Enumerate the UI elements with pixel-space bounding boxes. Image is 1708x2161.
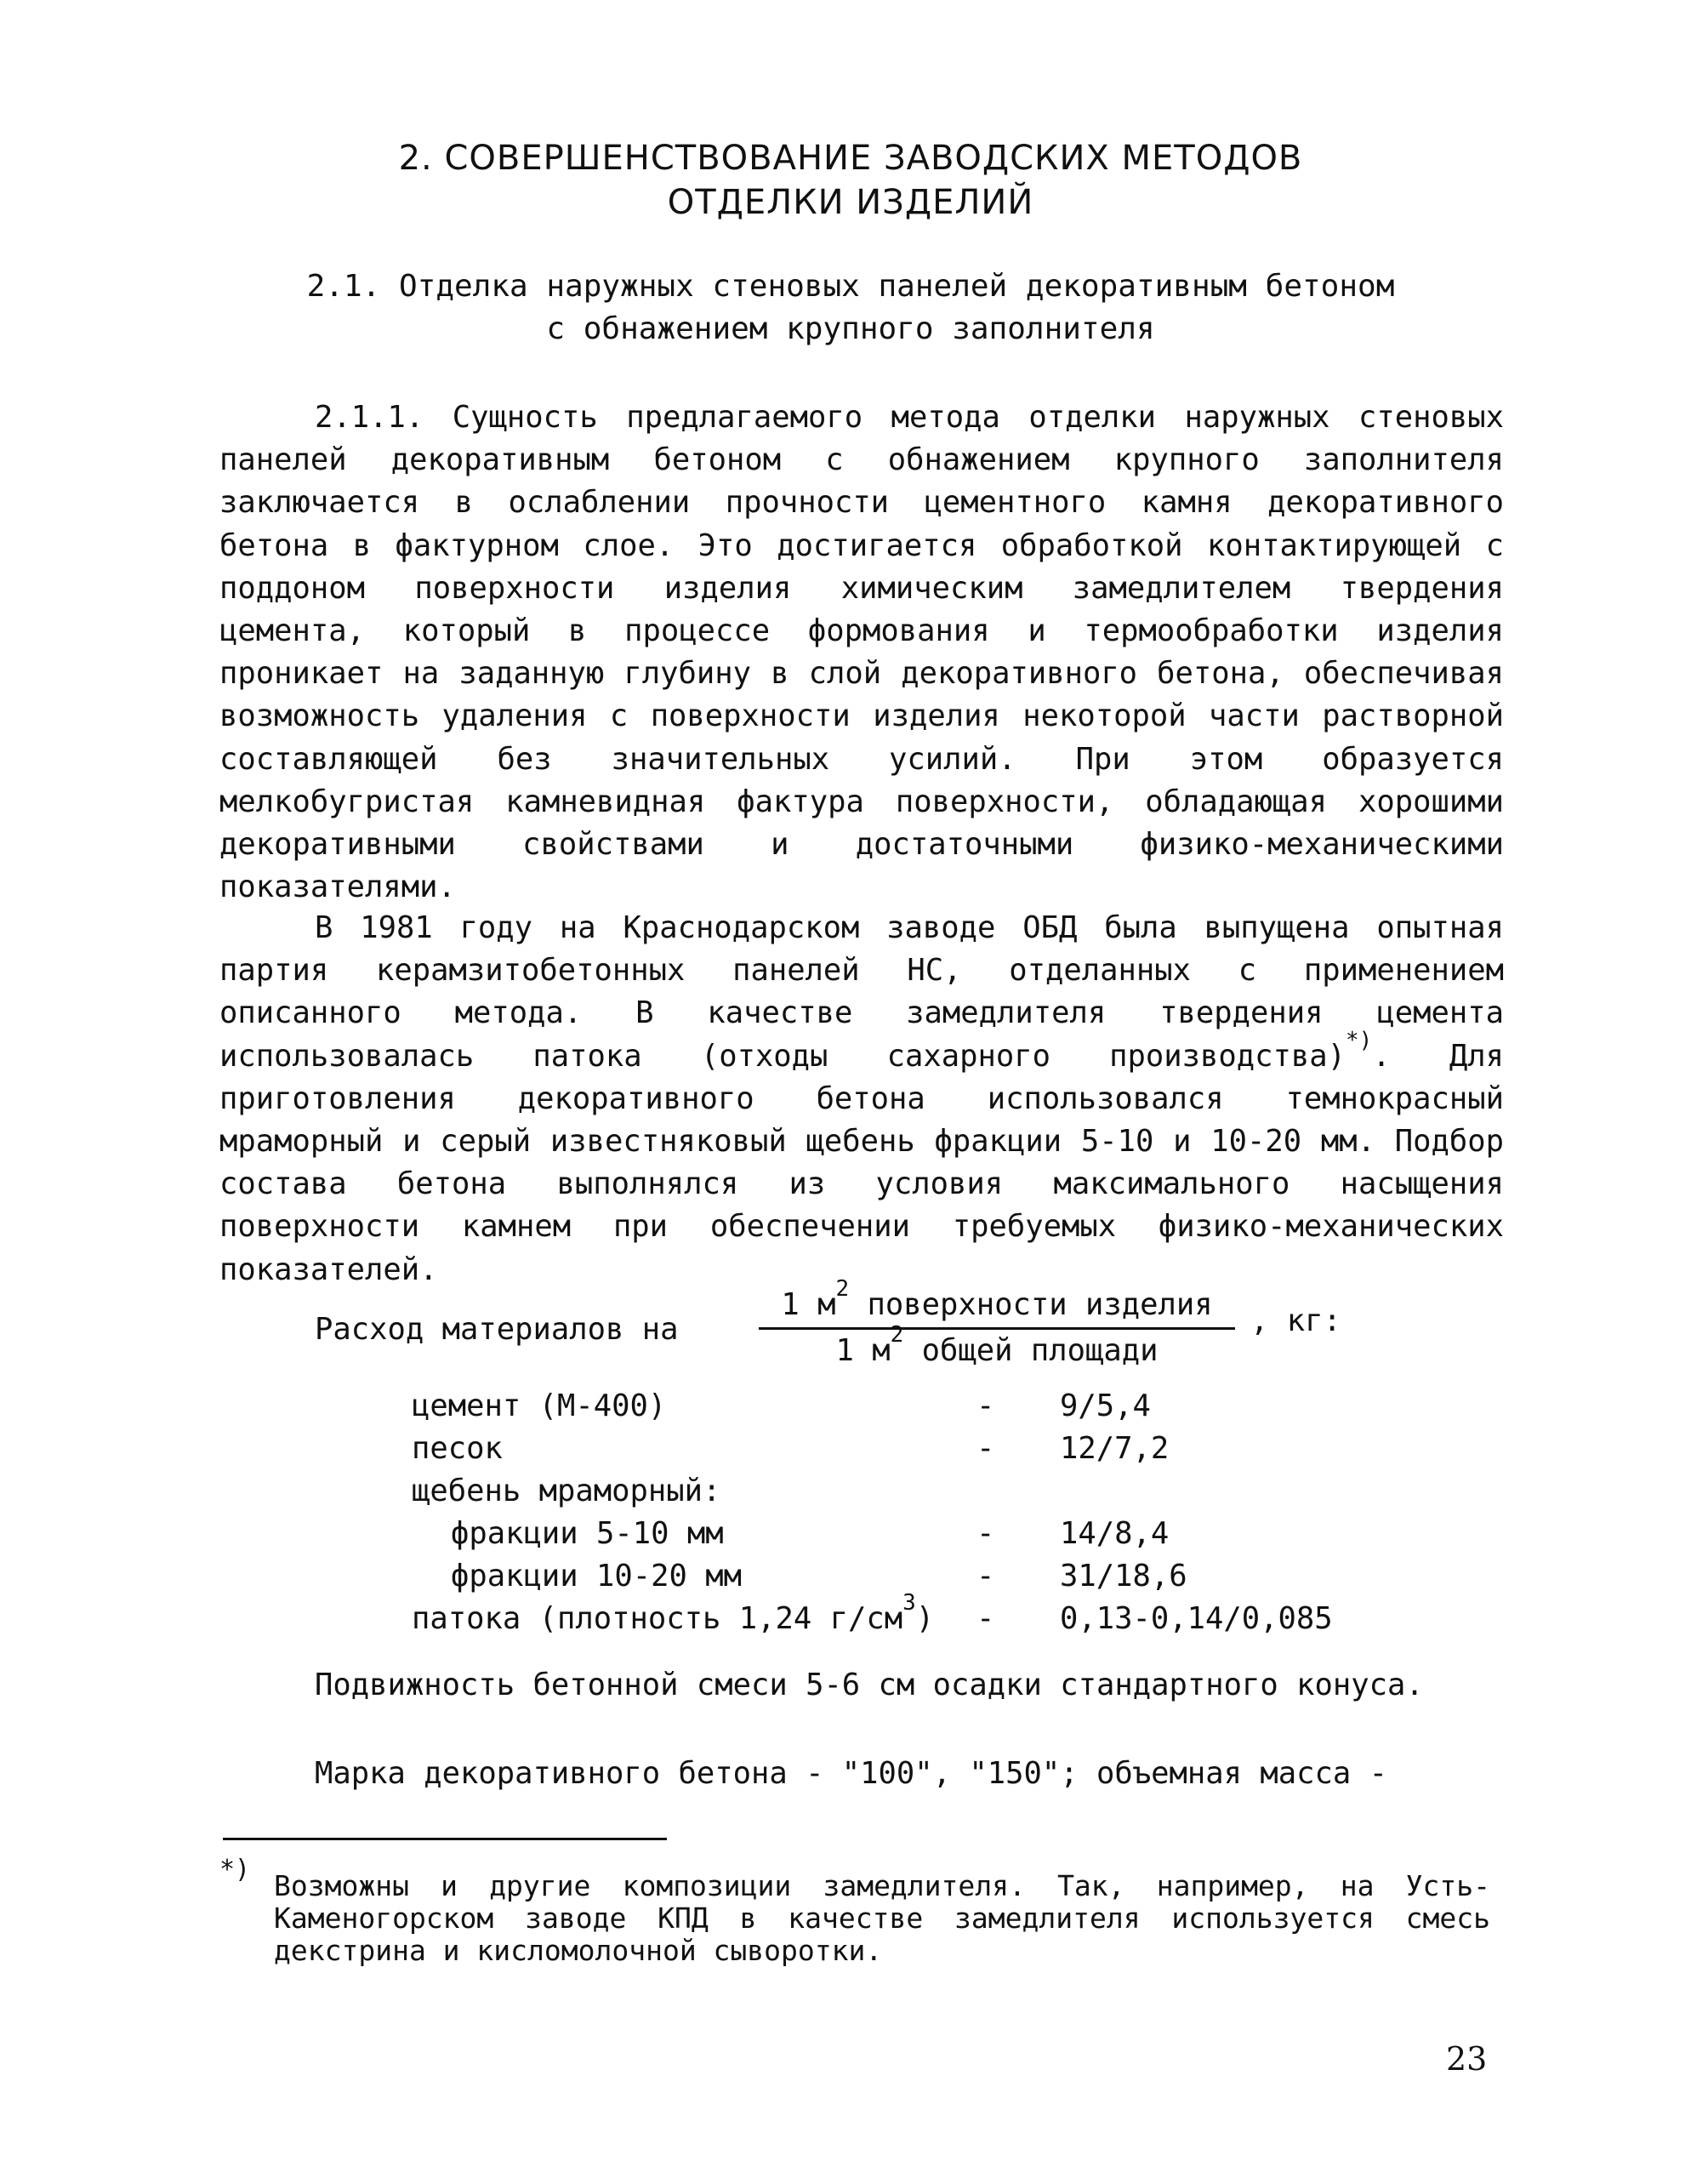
material-dash: - bbox=[976, 1431, 995, 1466]
material-name-exp: 3 bbox=[902, 1590, 916, 1616]
subsection-title-line1: 2.1. Отделка наружных стеновых панелей декоративным бетоном bbox=[306, 269, 1395, 304]
section-title bbox=[255, 136, 1446, 225]
formula-numerator-exp: 2 bbox=[835, 1276, 850, 1302]
formula-lead: Расход материалов на bbox=[315, 1312, 679, 1347]
material-name bbox=[412, 1590, 935, 1636]
formula-denominator-post: общей площади bbox=[903, 1333, 1159, 1368]
material-dash: - bbox=[976, 1559, 995, 1594]
paragraph-3-text: Подвижность бетонной смеси 5-6 см осадки стандартного конуса. bbox=[315, 1668, 1424, 1702]
formula-denominator-pre: 1 м bbox=[835, 1333, 891, 1368]
paragraph-2-before-note: В 1981 году на Краснодарском заводе ОБД была выпущена опытная партия керамзитобетонных панелей НС, отделанных с применением описанного метода. В качестве замедлителя твердения цемента использовалась патока (отходы сахарного производства) bbox=[219, 910, 1504, 1074]
formula-denominator-exp: 2 bbox=[890, 1322, 904, 1348]
paragraph-4-text: Марка декоративного бетона - "100", "150"; объемная масса - bbox=[315, 1756, 1387, 1791]
formula-denominator bbox=[759, 1322, 1235, 1372]
footnote-text: Возможны и другие композиции замедлителя. Так, например, на Усть-Каменогорском заводе КПД в качестве замедлителя используется смесь декстрина и кисломолочной сыворотки. bbox=[274, 1869, 1490, 1967]
consumption-formula bbox=[315, 1276, 1420, 1378]
material-name-post: ) bbox=[915, 1601, 935, 1636]
material-name-text: патока (плотность 1,24 г/см bbox=[412, 1601, 903, 1636]
formula-numerator-pre: 1 м bbox=[781, 1287, 836, 1322]
section-title-line2: ОТДЕЛКИ ИЗДЕЛИЙ bbox=[667, 183, 1034, 222]
material-value: 14/8,4 bbox=[1060, 1516, 1170, 1551]
paragraph-3 bbox=[219, 1664, 1504, 1707]
paragraph-4 bbox=[219, 1753, 1504, 1795]
material-value: 0,13-0,14/0,085 bbox=[1060, 1601, 1333, 1636]
footnote bbox=[274, 1870, 1490, 1967]
formula-unit: , кг: bbox=[1250, 1303, 1341, 1338]
material-value: 12/7,2 bbox=[1060, 1431, 1170, 1466]
material-dash: - bbox=[976, 1388, 995, 1423]
page-number: 23 bbox=[1446, 2040, 1488, 2078]
paragraph-1 bbox=[219, 396, 1504, 909]
material-name: фракции 10-20 мм bbox=[451, 1559, 742, 1594]
footnote-mark: *) bbox=[219, 1855, 251, 1884]
material-row bbox=[412, 1559, 1432, 1601]
materials-list bbox=[412, 1388, 1432, 1644]
paragraph-1-text: 2.1.1. Сущность предлагаемого метода отделки наружных стеновых панелей декоративным бетоном с обнажением крупного заполнителя заключается в ослаблении прочности цементного камня декоративного бетона в фактурном слое. Это достигается обработкой контактирующей с поддоном поверхности изделия химическим замедлителем твердения цемента, который в процессе формования и термообработки изделия проникает на заданную глубину в слой декоративного бетона, обеспечивая возможность удаления с поверхности изделия некоторой части растворной составляющей без значительных усилий. При этом образуется мелкобугристая камневидная фактура поверхности, обладающая хорошими декоративными свойствами и достаточными физико-механическими показателями. bbox=[219, 400, 1504, 905]
paragraph-2-text bbox=[219, 907, 1504, 1291]
material-value: 31/18,6 bbox=[1060, 1559, 1187, 1594]
paragraph-2 bbox=[219, 907, 1504, 1291]
paragraph-2-after-note: . Для приготовления декоративного бетона использовался темнокрасный мраморный и серый известняковый щебень фракции 5-10 и 10-20 мм. Подбор состава бетона выполнялся из условия максимального насыщения поверхности камнем при обеспечении требуемых физико-механических показателей. bbox=[219, 1038, 1504, 1287]
subsection-title-line2: с обнажением крупного заполнителя bbox=[546, 311, 1155, 346]
material-dash: - bbox=[976, 1601, 995, 1636]
material-dash: - bbox=[976, 1516, 995, 1551]
subsection-title bbox=[221, 265, 1480, 351]
material-row bbox=[412, 1474, 1432, 1516]
material-name: фракции 5-10 мм bbox=[451, 1516, 724, 1551]
material-name: щебень мраморный: bbox=[412, 1474, 721, 1508]
formula-numerator-post: поверхности изделия bbox=[849, 1287, 1213, 1322]
material-value: 9/5,4 bbox=[1060, 1388, 1151, 1423]
material-row bbox=[412, 1388, 1432, 1431]
section-title-line1: 2. СОВЕРШЕНСТВОВАНИЕ ЗАВОДСКИХ МЕТОДОВ bbox=[398, 139, 1303, 178]
material-row bbox=[412, 1431, 1432, 1474]
formula-numerator bbox=[759, 1276, 1235, 1330]
material-row bbox=[412, 1590, 1432, 1644]
footnote-reference-mark: *) bbox=[1346, 1027, 1373, 1053]
material-row bbox=[412, 1516, 1432, 1559]
material-name: песок bbox=[412, 1431, 503, 1466]
footnote-divider bbox=[223, 1838, 667, 1840]
formula-fraction bbox=[759, 1276, 1235, 1372]
material-name: цемент (М-400) bbox=[412, 1388, 667, 1423]
